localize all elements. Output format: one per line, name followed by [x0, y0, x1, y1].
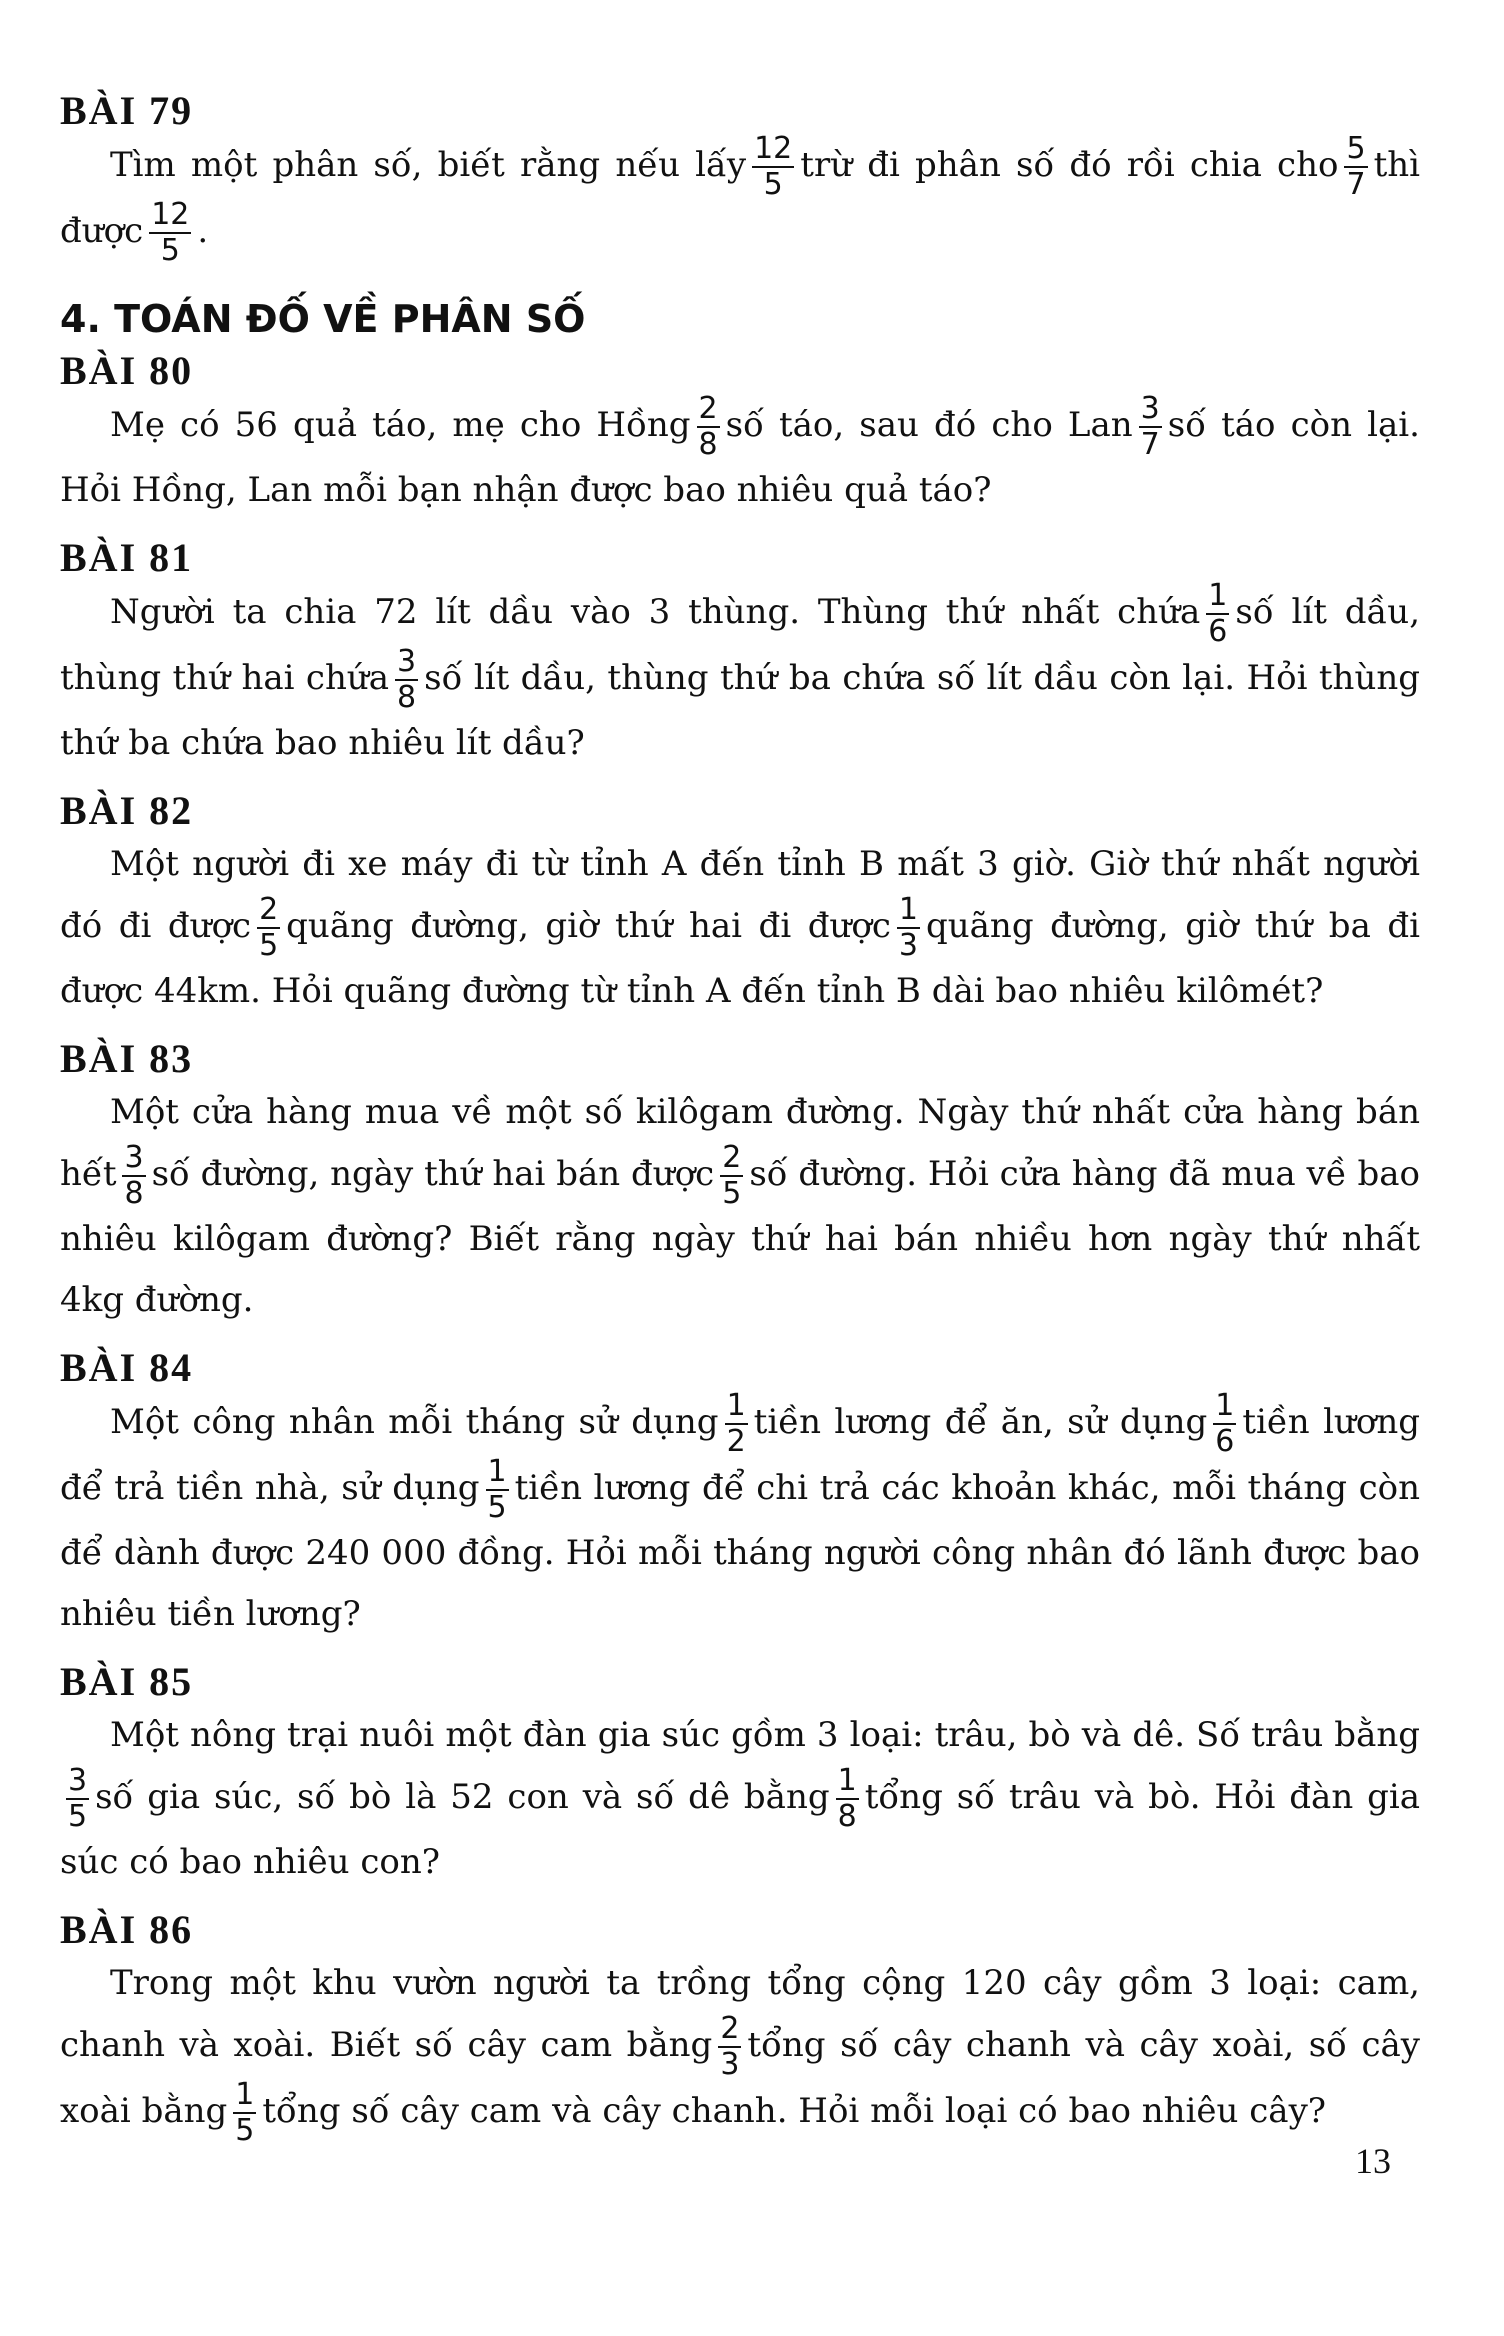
text-segment: tổng số cây cam và cây chanh. Hỏi mỗi loại có bao nhiêu cây? [262, 2091, 1327, 2131]
numerator: 12 [754, 131, 793, 166]
text-segment: số đường. Hỏi cửa hàng đã mua về bao nhiêu kilôgam đường? Biết rằng ngày thứ hai bán nhiều hơn ngày thứ nhất 4kg đường. [60, 1154, 1420, 1320]
denominator: 3 [898, 928, 918, 963]
fraction [395, 644, 418, 715]
exercise-text [60, 834, 1420, 1022]
denominator: 7 [1346, 167, 1366, 202]
fraction [725, 1388, 748, 1459]
exercise-82 [60, 788, 1420, 1022]
text-segment: Tìm một phân số, biết rằng nếu lấy [110, 145, 747, 185]
denominator: 5 [160, 233, 180, 268]
numerator: 2 [698, 391, 718, 426]
numerator: 2 [259, 892, 279, 927]
fraction [1344, 131, 1367, 202]
numerator: 5 [1346, 131, 1366, 166]
text-segment: tiền lương để ăn, sử dụng [753, 1402, 1208, 1442]
text-segment: quãng đường, giờ thứ ba đi được 44km. Hỏi quãng đường từ tỉnh A đến tỉnh B dài bao nhiêu kilômét? [60, 906, 1420, 1011]
fraction [257, 892, 280, 963]
text-segment: số táo còn lại. Hỏi Hồng, Lan mỗi bạn nhận được bao nhiêu quả táo? [60, 405, 1420, 510]
denominator: 5 [763, 167, 783, 202]
fraction [752, 131, 794, 202]
fraction [836, 1763, 859, 1834]
exercise-title: BÀI 82 [60, 788, 194, 833]
text-segment: Một công nhân mỗi tháng sử dụng [110, 1402, 719, 1442]
text-segment: Một nông trại nuôi một đàn gia súc gồm 3 loại: trâu, bò và dê. Số trâu bằng [110, 1715, 1420, 1755]
denominator: 5 [722, 1176, 742, 1211]
exercise-84 [60, 1345, 1420, 1645]
numerator: 3 [68, 1763, 88, 1798]
denominator: 8 [124, 1176, 144, 1211]
numerator: 3 [397, 644, 417, 679]
exercise-title: BÀI 85 [60, 1659, 194, 1704]
denominator: 5 [235, 2113, 255, 2148]
text-segment: tổng số cây chanh và cây xoài, số cây xoài bằng [60, 2025, 1421, 2131]
exercise-text [60, 578, 1420, 774]
fraction [122, 1140, 145, 1211]
denominator: 5 [487, 1490, 507, 1525]
fraction [1213, 1388, 1236, 1459]
exercise-title: BÀI 83 [60, 1036, 194, 1081]
text-segment: quãng đường, giờ thứ hai đi được [286, 906, 891, 946]
exercise-80 [60, 348, 1420, 521]
denominator: 7 [1140, 427, 1160, 462]
exercise-79 [60, 88, 1420, 266]
denominator: 6 [1215, 1424, 1235, 1459]
numerator: 1 [837, 1763, 857, 1798]
fraction [697, 391, 720, 462]
numerator: 1 [1208, 578, 1228, 613]
fraction [897, 892, 920, 963]
text-segment: . [197, 211, 209, 251]
exercise-title: BÀI 86 [60, 1907, 194, 1952]
denominator: 8 [698, 427, 718, 462]
exercise-85 [60, 1659, 1420, 1893]
fraction [1139, 391, 1162, 462]
fraction [718, 2011, 741, 2082]
text-segment: tiền lương để chi trả các khoản khác, mỗi tháng còn để dành được 240 000 đồng. Hỏi mỗi tháng người công nhân đó lãnh được bao nhiêu tiền lương? [60, 1468, 1420, 1634]
exercise-text [60, 131, 1420, 268]
exercise-text [60, 391, 1420, 521]
text-segment: số táo, sau đó cho Lan [725, 405, 1133, 445]
fraction [66, 1763, 89, 1834]
page-number: 13 [1355, 2141, 1391, 2181]
text-segment: thì được [60, 145, 1420, 251]
fraction [233, 2077, 256, 2148]
exercise-83 [60, 1036, 1420, 1331]
exercise-text [60, 1082, 1420, 1331]
exercise-text [60, 1953, 1420, 2146]
text-segment: Một cửa hàng mua về một số kilôgam đường. Ngày thứ nhất cửa hàng bán hết [60, 1092, 1420, 1194]
exercise-title: BÀI 81 [60, 535, 194, 580]
text-segment: Người ta chia 72 lít dầu vào 3 thùng. Thùng thứ nhất chứa [110, 592, 1201, 632]
numerator: 1 [1215, 1388, 1235, 1423]
denominator: 3 [720, 2047, 740, 2082]
exercise-86 [60, 1907, 1420, 2146]
exercise-title: BÀI 84 [60, 1345, 194, 1390]
exercise-title: BÀI 79 [60, 88, 194, 133]
fraction [149, 197, 191, 268]
exercise-81 [60, 535, 1420, 774]
denominator: 8 [837, 1799, 857, 1834]
section-heading: 4. TOÁN ĐỐ VỀ PHÂN SỐ [60, 297, 586, 341]
fraction [720, 1140, 743, 1211]
numerator: 1 [726, 1388, 746, 1423]
numerator: 2 [720, 2011, 740, 2046]
text-segment: số lít dầu, thùng thứ ba chứa số lít dầu còn lại. Hỏi thùng thứ ba chứa bao nhiêu lít dầu? [60, 658, 1420, 763]
exercise-text [60, 1388, 1420, 1645]
numerator: 12 [151, 197, 190, 232]
page-content [60, 88, 1420, 2160]
exercise-title: BÀI 80 [60, 348, 194, 393]
denominator: 6 [1208, 614, 1228, 649]
numerator: 3 [1140, 391, 1160, 426]
text-segment: Một người đi xe máy đi từ tỉnh A đến tỉnh B mất 3 giờ. Giờ thứ nhất người đó đi được [60, 844, 1420, 946]
numerator: 2 [722, 1140, 742, 1175]
text-segment: tổng số trâu và bò. Hỏi đàn gia súc có bao nhiêu con? [60, 1777, 1420, 1882]
denominator: 5 [68, 1799, 88, 1834]
denominator: 5 [259, 928, 279, 963]
text-segment: số gia súc, số bò là 52 con và số dê bằng [95, 1777, 830, 1817]
fraction [486, 1454, 509, 1525]
exercise-text [60, 1705, 1420, 1893]
text-segment: trừ đi phân số đó rồi chia cho [800, 145, 1339, 185]
denominator: 8 [397, 680, 417, 715]
text-segment: số đường, ngày thứ hai bán được [151, 1154, 715, 1194]
text-segment: tiền lương để trả tiền nhà, sử dụng [60, 1402, 1420, 1508]
numerator: 3 [124, 1140, 144, 1175]
fraction [1206, 578, 1229, 649]
text-segment: số lít dầu, thùng thứ hai chứa [60, 592, 1420, 698]
text-segment: Mẹ có 56 quả táo, mẹ cho Hồng [110, 405, 691, 445]
numerator: 1 [487, 1454, 507, 1489]
numerator: 1 [898, 892, 918, 927]
denominator: 2 [726, 1424, 746, 1459]
numerator: 1 [235, 2077, 255, 2112]
text-segment: Trong một khu vườn người ta trồng tổng cộng 120 cây gồm 3 loại: cam, chanh và xoài. Biết số cây cam bằng [60, 1963, 1420, 2065]
